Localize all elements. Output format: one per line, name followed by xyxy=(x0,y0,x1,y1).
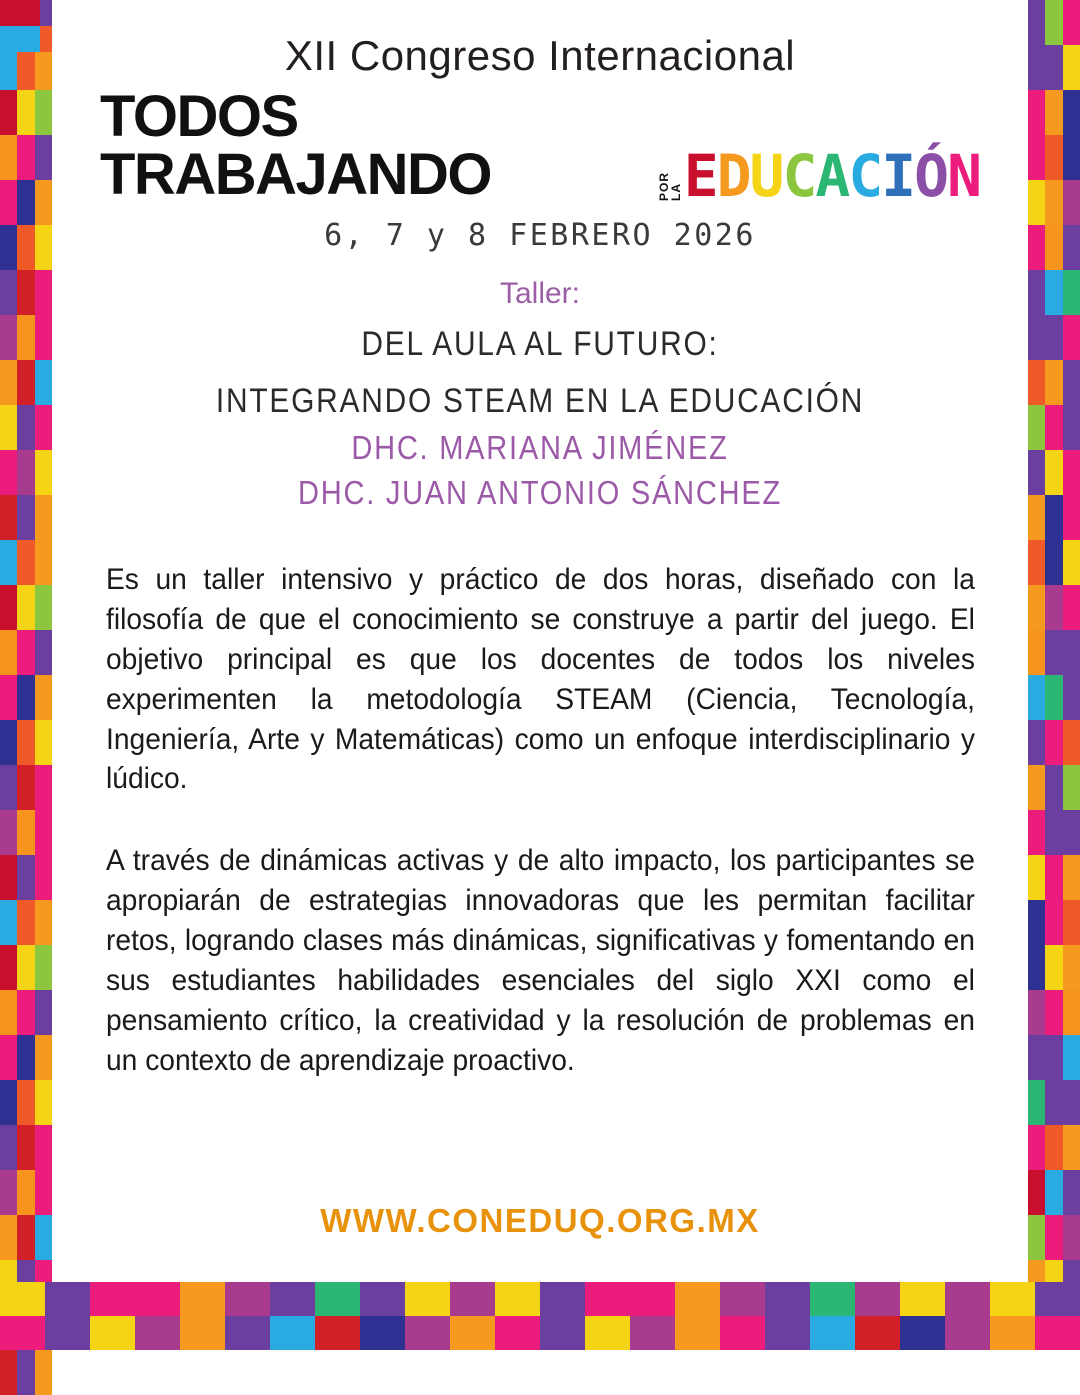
wordmark-porla-text: POR LA xyxy=(656,172,683,202)
mosaic-cell xyxy=(765,1316,810,1350)
wordmark-letter-4: A xyxy=(815,142,849,210)
mosaic-cell xyxy=(35,1170,52,1215)
mosaic-cell xyxy=(1045,495,1062,540)
mosaic-cell xyxy=(0,90,17,135)
mosaic-cell xyxy=(945,1316,990,1350)
mosaic-cell xyxy=(1028,135,1045,180)
workshop-speaker-1: DHC. MARIANA JIMÉNEZ xyxy=(351,428,729,466)
mosaic-cell xyxy=(1045,945,1062,990)
mosaic-cell xyxy=(17,630,34,675)
mosaic-cell xyxy=(1045,630,1062,675)
mosaic-cell xyxy=(0,540,17,585)
mosaic-cell xyxy=(17,1170,34,1215)
mosaic-cell xyxy=(270,1316,315,1350)
mosaic-cell xyxy=(1063,495,1080,540)
mosaic-cell xyxy=(540,1282,585,1316)
mosaic-cell xyxy=(35,630,52,675)
mosaic-cell xyxy=(0,585,17,630)
mosaic-cell xyxy=(720,1316,765,1350)
poster-content xyxy=(52,0,1028,1081)
mosaic-cell xyxy=(35,270,52,315)
mosaic-cell xyxy=(405,1282,450,1316)
mosaic-cell xyxy=(0,1035,17,1080)
mosaic-cell xyxy=(35,540,52,585)
mosaic-cell xyxy=(0,135,17,180)
mosaic-cell xyxy=(1063,1080,1080,1125)
wordmark-letter-7: Ó xyxy=(914,142,948,210)
mosaic-cell xyxy=(1063,315,1080,360)
event-dateline: 6, 7 y 8 FEBRERO 2026 xyxy=(324,218,756,254)
mosaic-cell xyxy=(35,135,52,180)
mosaic-cell xyxy=(45,1282,90,1316)
mosaic-cell xyxy=(225,1282,270,1316)
mosaic-cell xyxy=(1063,945,1080,990)
mosaic-cell xyxy=(35,720,52,765)
mosaic-cell xyxy=(0,405,17,450)
mosaic-cell xyxy=(630,1316,675,1350)
mosaic-cell xyxy=(1063,225,1080,270)
description-paragraph-2: A través de dinámicas activas y de alto impacto, los participantes se apropiarán de estrategias innovadoras que les permitan facilitar retos, logrando clases más dinámicas, significativas y fomentando en sus estudiantes habilidades esenciales del siglo XXI como el pensamiento crítico, la creatividad y la resolución de problemas en un contexto de aprendizaje proactivo. xyxy=(106,844,975,1077)
mosaic-cell xyxy=(1063,765,1080,810)
mosaic-cell xyxy=(1028,0,1045,45)
mosaic-cell xyxy=(0,315,17,360)
mosaic-cell xyxy=(1028,45,1045,90)
wordmark-letter-0: E xyxy=(683,142,717,210)
mosaic-cell xyxy=(360,1282,405,1316)
mosaic-cell xyxy=(1045,270,1062,315)
mosaic-cell xyxy=(0,1170,17,1215)
mosaic-cell xyxy=(17,495,34,540)
mosaic-cell xyxy=(945,1282,990,1316)
mosaic-cell xyxy=(1045,180,1062,225)
mosaic-cell xyxy=(35,1215,52,1260)
mosaic-cell xyxy=(990,1316,1035,1350)
mosaic-cell xyxy=(1045,585,1062,630)
mosaic-cell xyxy=(0,720,17,765)
workshop-title-line2: INTEGRANDO STEAM EN LA EDUCACIÓN xyxy=(215,382,865,420)
mosaic-cell xyxy=(135,1282,180,1316)
wordmark-letter-3: C xyxy=(782,142,816,210)
mosaic-cell xyxy=(1028,900,1045,945)
mosaic-cell xyxy=(17,810,34,855)
mosaic-cell xyxy=(1063,630,1080,675)
mosaic-cell xyxy=(35,945,52,990)
mosaic-cell xyxy=(35,90,52,135)
mosaic-cell xyxy=(17,540,34,585)
mosaic-cell xyxy=(1063,855,1080,900)
mosaic-cell xyxy=(855,1282,900,1316)
mosaic-cell xyxy=(17,1125,34,1170)
mosaic-cell xyxy=(1045,315,1062,360)
mosaic-cell xyxy=(1063,0,1080,45)
mosaic-cell xyxy=(1045,765,1062,810)
mosaic-cell xyxy=(1063,405,1080,450)
mosaic-cell xyxy=(585,1282,630,1316)
mosaic-cell xyxy=(1063,90,1080,135)
mosaic-cell xyxy=(1045,225,1062,270)
mosaic-cell xyxy=(0,1215,17,1260)
mosaic-cell xyxy=(1063,450,1080,495)
mosaic-cell xyxy=(1028,855,1045,900)
mosaic-cell xyxy=(1028,990,1045,1035)
mosaic-cell xyxy=(17,180,34,225)
mosaic-cell xyxy=(1028,405,1045,450)
mosaic-cell xyxy=(17,315,34,360)
mosaic-cell xyxy=(135,1316,180,1350)
mosaic-cell xyxy=(540,1316,585,1350)
mosaic-cell xyxy=(17,360,34,405)
mosaic-cell xyxy=(315,1316,360,1350)
mosaic-cell xyxy=(270,1282,315,1316)
mosaic-cell xyxy=(0,765,17,810)
mosaic-cell xyxy=(0,1080,17,1125)
mosaic-cell xyxy=(1045,810,1062,855)
mosaic-cell xyxy=(35,990,52,1035)
website-url[interactable]: WWW.CONEDUQ.ORG.MX xyxy=(320,1202,760,1239)
mosaic-cell xyxy=(17,450,34,495)
mosaic-cell xyxy=(585,1316,630,1350)
mosaic-cell xyxy=(1028,360,1045,405)
congress-wordmark xyxy=(100,84,980,210)
mosaic-cell xyxy=(35,405,52,450)
mosaic-cell xyxy=(1063,1125,1080,1170)
mosaic-cell xyxy=(1045,855,1062,900)
mosaic-cell xyxy=(17,225,34,270)
mosaic-cell xyxy=(1028,765,1045,810)
mosaic-cell xyxy=(1045,1215,1062,1260)
mosaic-cell xyxy=(810,1282,855,1316)
mosaic-cell xyxy=(0,990,17,1035)
mosaic-cell xyxy=(225,1316,270,1350)
mosaic-cell xyxy=(405,1316,450,1350)
mosaic-cell xyxy=(17,990,34,1035)
mosaic-cell xyxy=(17,945,34,990)
mosaic-cell xyxy=(1028,810,1045,855)
mosaic-cell xyxy=(35,765,52,810)
mosaic-cell xyxy=(17,1350,34,1395)
mosaic-cell xyxy=(17,765,34,810)
mosaic-cell xyxy=(1045,675,1062,720)
mosaic-cell xyxy=(630,1282,675,1316)
mosaic-cell xyxy=(35,1125,52,1170)
mosaic-cell xyxy=(0,1125,17,1170)
congress-kicker: XII Congreso Internacional xyxy=(284,32,796,79)
mosaic-cell xyxy=(180,1282,225,1316)
mosaic-cell xyxy=(35,495,52,540)
mosaic-cell xyxy=(35,855,52,900)
mosaic-cell xyxy=(1063,900,1080,945)
workshop-speaker-2: DHC. JUAN ANTONIO SÁNCHEZ xyxy=(298,474,782,512)
mosaic-cell xyxy=(1028,585,1045,630)
mosaic-cell xyxy=(17,135,34,180)
mosaic-cell xyxy=(35,1350,52,1395)
mosaic-cell xyxy=(1028,450,1045,495)
mosaic-cell xyxy=(1045,450,1062,495)
mosaic-cell xyxy=(17,1035,34,1080)
mosaic-cell xyxy=(1028,720,1045,765)
mosaic-cell xyxy=(1028,180,1045,225)
mosaic-cell xyxy=(17,675,34,720)
workshop-label: Taller: xyxy=(499,277,581,311)
mosaic-cell xyxy=(360,1316,405,1350)
mosaic-cell xyxy=(1045,405,1062,450)
mosaic-cell xyxy=(0,360,17,405)
mosaic-cell xyxy=(1045,720,1062,765)
mosaic-cell xyxy=(900,1316,945,1350)
mosaic-cell xyxy=(765,1282,810,1316)
mosaic-cell xyxy=(1063,45,1080,90)
mosaic-cell xyxy=(0,26,40,52)
mosaic-cell xyxy=(1028,945,1045,990)
mosaic-cell xyxy=(990,1282,1035,1316)
mosaic-cell xyxy=(35,315,52,360)
mosaic-cell xyxy=(315,1282,360,1316)
mosaic-cell xyxy=(810,1316,855,1350)
mosaic-cell xyxy=(0,1350,17,1395)
wordmark-letter-2: U xyxy=(749,142,783,210)
mosaic-cell xyxy=(855,1316,900,1350)
mosaic-cell xyxy=(1035,1316,1080,1350)
mosaic-cell xyxy=(17,900,34,945)
mosaic-cell xyxy=(0,630,17,675)
mosaic-cell xyxy=(1063,135,1080,180)
mosaic-cell xyxy=(17,90,34,135)
mosaic-cell xyxy=(35,900,52,945)
mosaic-cell xyxy=(35,1080,52,1125)
wordmark-educacion-text xyxy=(683,142,980,210)
mosaic-cell xyxy=(1045,135,1062,180)
mosaic-cell xyxy=(35,810,52,855)
mosaic-cell xyxy=(675,1316,720,1350)
mosaic-cell xyxy=(495,1316,540,1350)
mosaic-cell xyxy=(17,585,34,630)
mosaic-cell xyxy=(1063,360,1080,405)
mosaic-cell xyxy=(1028,315,1045,360)
mosaic-cell xyxy=(1063,180,1080,225)
mosaic-cell xyxy=(1063,270,1080,315)
mosaic-cell xyxy=(1028,90,1045,135)
mosaic-cell xyxy=(1028,1170,1045,1215)
mosaic-cell xyxy=(1028,225,1045,270)
mosaic-cell xyxy=(0,450,17,495)
mosaic-cell xyxy=(1045,1080,1062,1125)
mosaic-cell xyxy=(35,1035,52,1080)
mosaic-cell xyxy=(0,855,17,900)
mosaic-cell xyxy=(17,270,34,315)
workshop-title-line1: DEL AULA AL FUTURO: xyxy=(361,325,719,364)
mosaic-cell xyxy=(1028,675,1045,720)
mosaic-cell xyxy=(1063,1170,1080,1215)
mosaic-cell xyxy=(90,1316,135,1350)
mosaic-cell xyxy=(0,1282,45,1316)
mosaic-cell xyxy=(1045,360,1062,405)
mosaic-cell xyxy=(1063,990,1080,1035)
poster-content-card xyxy=(52,0,1028,1282)
mosaic-cell xyxy=(35,585,52,630)
mosaic-cell xyxy=(0,675,17,720)
mosaic-cell xyxy=(35,675,52,720)
mosaic-cell xyxy=(720,1282,765,1316)
mosaic-cell xyxy=(675,1282,720,1316)
mosaic-cell xyxy=(1045,990,1062,1035)
mosaic-cell xyxy=(45,1316,90,1350)
mosaic-cell xyxy=(1028,1125,1045,1170)
mosaic-cell xyxy=(1028,1215,1045,1260)
description-paragraph-1: Es un taller intensivo y práctico de dos horas, diseñado con la filosofía de que el conocimiento se construye a partir del juego. El objetivo principal es que los docentes de todos los niveles experimenten la metodología STEAM (Ciencia, Tecnología, Ingeniería, Arte y Matemáticas) como un enfoque interdisciplinario y lúdico. xyxy=(106,562,975,796)
mosaic-cell xyxy=(35,180,52,225)
mosaic-cell xyxy=(35,225,52,270)
mosaic-cell xyxy=(1063,585,1080,630)
mosaic-cell xyxy=(1063,1035,1080,1080)
mosaic-cell xyxy=(1045,900,1062,945)
mosaic-cell xyxy=(450,1316,495,1350)
mosaic-cell xyxy=(1045,45,1062,90)
mosaic-cell xyxy=(1045,90,1062,135)
mosaic-cell xyxy=(0,810,17,855)
mosaic-cell xyxy=(35,360,52,405)
mosaic-cell xyxy=(1063,540,1080,585)
mosaic-cell xyxy=(1045,1125,1062,1170)
mosaic-cell xyxy=(495,1282,540,1316)
mosaic-cell xyxy=(180,1316,225,1350)
mosaic-cell xyxy=(1063,1215,1080,1260)
mosaic-cell xyxy=(450,1282,495,1316)
workshop-description xyxy=(100,560,980,1081)
mosaic-border-left xyxy=(0,0,52,1350)
mosaic-border-right xyxy=(1028,0,1080,1350)
mosaic-cell xyxy=(0,180,17,225)
wordmark-letter-1: D xyxy=(716,142,750,210)
mosaic-cell xyxy=(0,945,17,990)
mosaic-cell xyxy=(1063,810,1080,855)
mosaic-cell xyxy=(90,1282,135,1316)
mosaic-cell xyxy=(0,225,17,270)
mosaic-cell xyxy=(1045,1035,1062,1080)
mosaic-cell xyxy=(1028,540,1045,585)
mosaic-cell xyxy=(1028,270,1045,315)
mosaic-cell xyxy=(0,1316,45,1350)
mosaic-cell xyxy=(17,1080,34,1125)
mosaic-cell xyxy=(1045,0,1062,45)
mosaic-cell xyxy=(0,270,17,315)
wordmark-letter-8: N xyxy=(947,142,980,210)
mosaic-cell xyxy=(17,405,34,450)
mosaic-cell xyxy=(1045,540,1062,585)
wordmark-letter-5: C xyxy=(848,142,882,210)
mosaic-cell xyxy=(0,0,40,26)
mosaic-cell xyxy=(1063,675,1080,720)
mosaic-cell xyxy=(1045,1170,1062,1215)
mosaic-cell xyxy=(17,720,34,765)
wordmark-letter-6: I xyxy=(881,142,915,210)
mosaic-cell xyxy=(0,495,17,540)
mosaic-cell xyxy=(1028,1035,1045,1080)
mosaic-cell xyxy=(17,1215,34,1260)
mosaic-cell xyxy=(1028,1080,1045,1125)
mosaic-cell xyxy=(1028,630,1045,675)
wordmark-black-text: TODOS TRABAJANDO xyxy=(100,84,491,208)
mosaic-cell xyxy=(1063,720,1080,765)
mosaic-cell xyxy=(1035,1282,1080,1316)
mosaic-border-bottom xyxy=(0,1282,1080,1350)
mosaic-cell xyxy=(1028,495,1045,540)
mosaic-cell xyxy=(0,900,17,945)
mosaic-cell xyxy=(17,855,34,900)
mosaic-cell xyxy=(900,1282,945,1316)
mosaic-cell xyxy=(35,450,52,495)
